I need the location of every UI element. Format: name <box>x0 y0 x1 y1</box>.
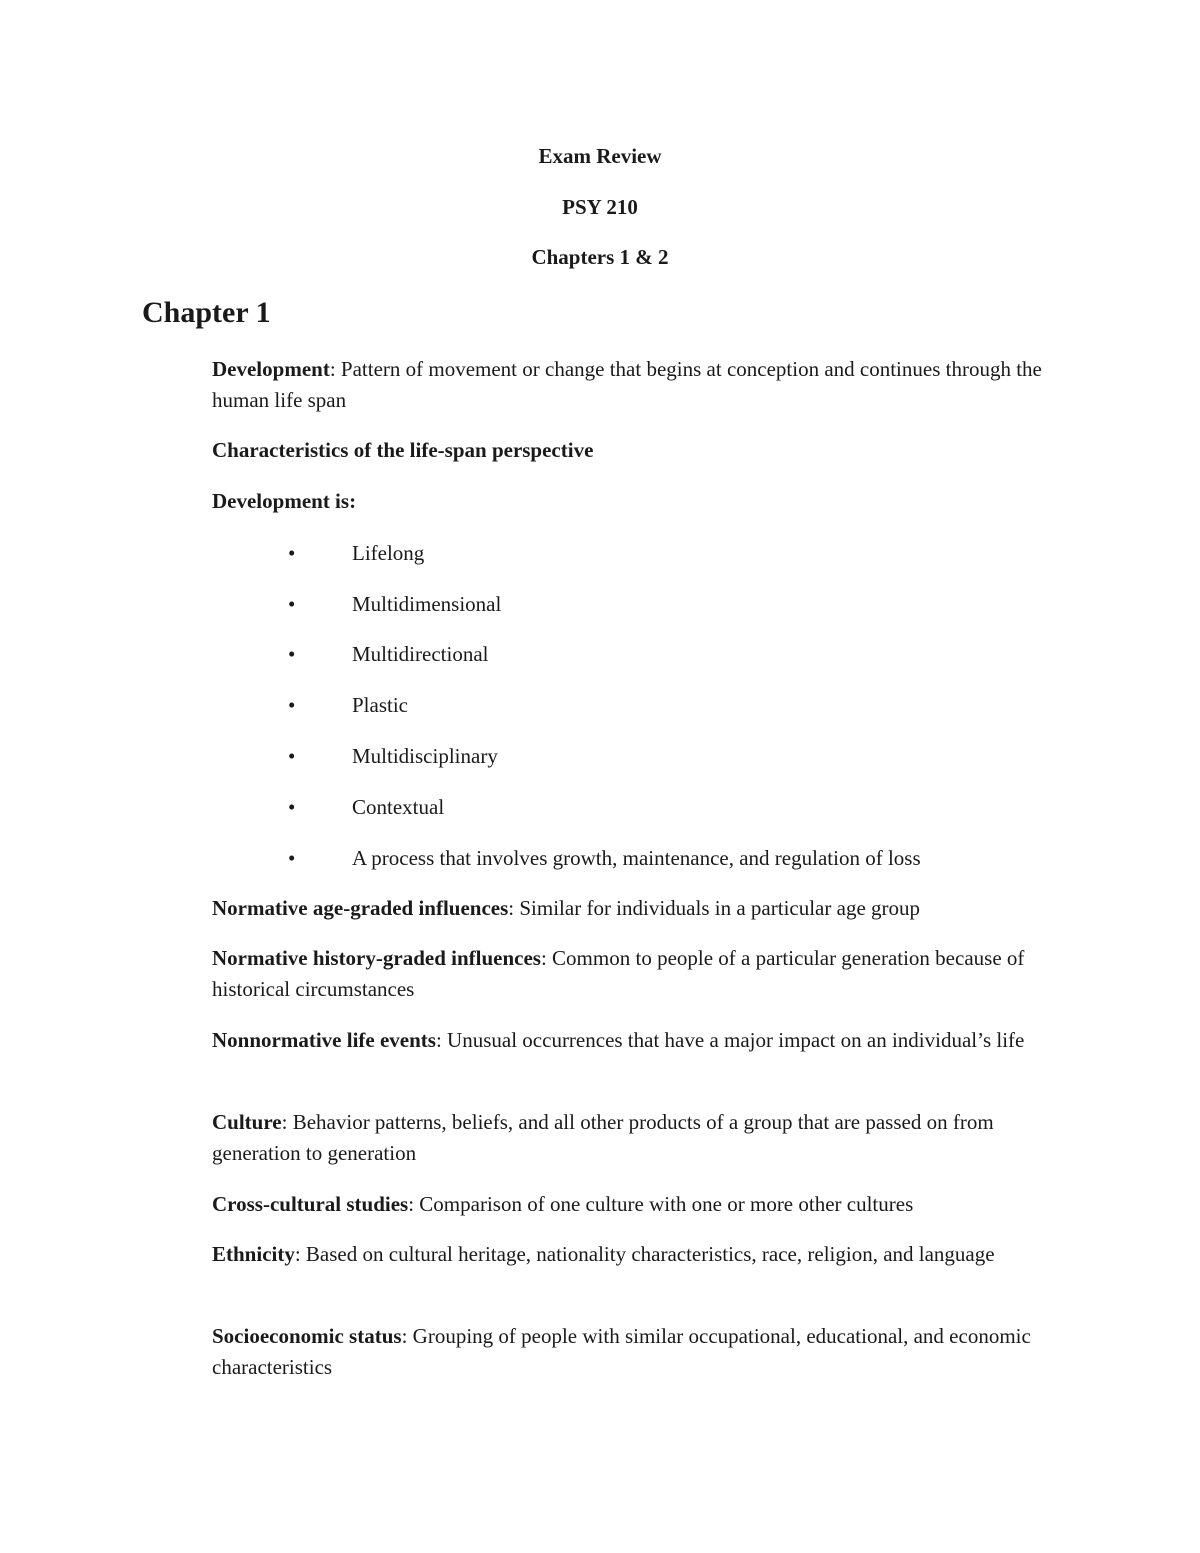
definition-text: : Comparison of one culture with one or more other cultures <box>408 1192 914 1216</box>
definition-term: Socioeconomic status <box>212 1324 402 1348</box>
definition-text: : Behavior patterns, beliefs, and all other products of a group that are passed on from generation to generation <box>212 1110 994 1165</box>
definition-term: Development <box>212 357 330 381</box>
definition-text: : Common to people of a particular generation because of historical circumstances <box>212 946 1025 1001</box>
section-heading: Characteristics of the life-span perspective <box>212 438 594 462</box>
list-item-text: Plastic <box>352 693 408 717</box>
definition-term: Culture <box>212 1110 282 1134</box>
course-code: PSY 210 <box>562 195 638 219</box>
bullet-icon: • <box>288 846 296 870</box>
definition-nonnormative <box>212 1025 1052 1056</box>
bullet-icon: • <box>288 693 296 717</box>
chapters-subtitle: Chapters 1 & 2 <box>531 245 669 269</box>
definition-age-graded <box>212 893 1052 924</box>
definition-history-graded <box>212 943 1052 1005</box>
definition-term: Normative age-graded influences <box>212 896 509 920</box>
definition-term: Ethnicity <box>212 1242 295 1266</box>
bullet-icon: • <box>288 795 296 819</box>
definition-text: : Unusual occurrences that have a major impact on an individual’s life <box>435 1028 1025 1052</box>
bullet-icon: • <box>288 642 296 666</box>
definition-development <box>212 354 1052 416</box>
list-intro: Development is: <box>212 489 357 513</box>
definition-term: Nonnormative life events <box>212 1028 436 1052</box>
bullet-icon: • <box>288 541 296 565</box>
definition-text: : Based on cultural heritage, nationality characteristics, race, religion, and language <box>294 1242 995 1266</box>
list-item-text: Multidirectional <box>352 642 489 666</box>
definition-cross-cultural <box>212 1189 1052 1220</box>
list-item-text: Multidisciplinary <box>352 744 498 768</box>
chapter-heading: Chapter 1 <box>142 296 271 329</box>
definition-socioeconomic <box>212 1321 1052 1383</box>
definition-ethnicity <box>212 1239 1052 1270</box>
definition-term: Normative history-graded influences <box>212 946 541 970</box>
definition-text: : Similar for individuals in a particular age group <box>508 896 921 920</box>
bullet-icon: • <box>288 592 296 616</box>
bullet-icon: • <box>288 744 296 768</box>
definition-text: : Grouping of people with similar occupational, educational, and economic characteristics <box>212 1324 1031 1379</box>
definition-term: Cross-cultural studies <box>212 1192 409 1216</box>
document-title: Exam Review <box>538 144 662 168</box>
list-item-text: Lifelong <box>352 541 425 565</box>
list-item-text: Multidimensional <box>352 592 502 616</box>
definition-culture <box>212 1107 1052 1169</box>
list-item-text: Contextual <box>352 795 445 819</box>
definition-text: : Pattern of movement or change that begins at conception and continues through the human life span <box>212 357 1042 412</box>
list-item-text: A process that involves growth, maintenance, and regulation of loss <box>352 846 921 870</box>
